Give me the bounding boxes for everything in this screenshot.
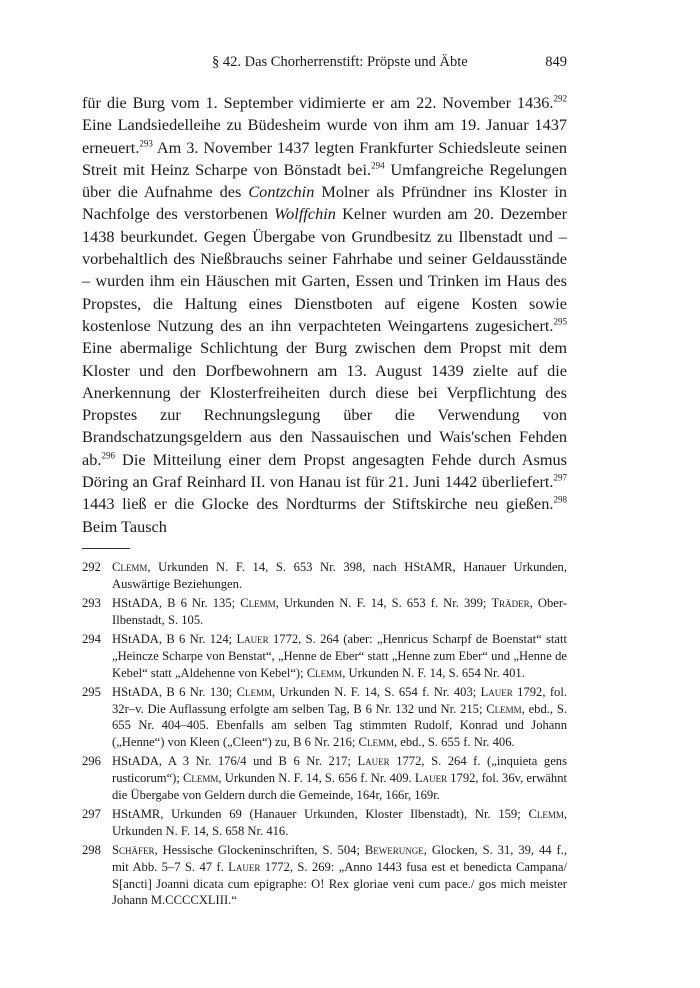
page-number: 849 [545, 54, 567, 70]
footnote-ref[interactable]: 292 [553, 93, 567, 104]
footnote-ref[interactable]: 296 [101, 450, 115, 461]
body-segment: für die Burg vom 1. September vidimierte er am 22. November 1436. [82, 93, 554, 112]
header-title: § 42. Das Chorherrenstift: Pröpste und Äbte [212, 54, 468, 70]
footnotes [82, 559, 567, 909]
footnote-ref[interactable]: 297 [553, 472, 567, 483]
body-text [82, 92, 567, 538]
body-segment: Umfangreiche Regelungen über die Aufnahme des [82, 159, 567, 202]
footnote-text: HStADA, B 6 Nr. 135; Clemm, Urkunden N. F. 14, S. 653 f. Nr. 399; Träder, Ober-Ilbenstadt, S. 105. [112, 596, 567, 627]
footnote-293 [82, 595, 567, 628]
footnote-number: 294 [82, 632, 101, 647]
footnote-text: Clemm, Urkunden N. F. 14, S. 653 Nr. 398, nach HStAMR, Hanauer Urkunden, Auswärtige Beziehungen. [112, 559, 567, 591]
footnote-number: 292 [82, 559, 101, 574]
document-page [82, 54, 567, 912]
footnote-text: Schäfer, Hessische Glockeninschriften, S. 504; Bewerunge, Glocken, S. 31, 39, 44 f., mit Abb. 5–7 S. 47 f. Lauer 1772, S. 269: „Anno 1443 fusa est et benedicta Campana/ S[ancti] Joanni dicata cum epigraphe: O! Rex gloriae veni cum pace./ gos mich meister Johann M.CCCCXLIII.“ [112, 843, 568, 908]
footnote-295 [82, 684, 567, 750]
running-header [82, 54, 567, 78]
footnote-number: 297 [82, 807, 101, 822]
footnote-number: 293 [82, 596, 101, 611]
footnote-number: 295 [82, 685, 101, 700]
footnote-text: HStAMR, Urkunden 69 (Hanauer Urkunden, Kloster Ilbenstadt), Nr. 159; Clemm, Urkunden N. F. 14, S. 658 Nr. 416. [112, 807, 567, 838]
footnote-ref[interactable]: 298 [553, 494, 567, 505]
body-segment: Die Mitteilung einer dem Propst angesagten Fehde durch Asmus Döring an Graf Reinhard II. von Hanau ist für 21. Juni 1442 überliefert. [82, 449, 567, 492]
italic-name: Wolffchin [274, 204, 336, 224]
footnote-294 [82, 631, 567, 681]
footnote-297 [82, 806, 567, 839]
footnote-292 [82, 559, 567, 592]
body-segment: Kelner wurden am 20. Dezember 1438 beurkundet. Gegen Übergabe von Grundbesitz zu Ilbenstadt und – vorbehaltlich des Nießbrauchs seiner Fahrhabe und seiner Geldausstände – wurden ihm ein Häuschen mit Garten, Essen und Trinken im Haus des Propstes, die Haltung eines Dienstboten auf eigene Kosten sowie kostenlose Nutzung des an ihn verpachteten Weingartens zugesichert. [82, 204, 567, 335]
footnote-296 [82, 753, 567, 803]
italic-name: Contzchin [248, 182, 315, 202]
footnote-ref[interactable]: 295 [553, 316, 567, 327]
body-segment: 1443 ließ er die Glocke des Nordturms der Stiftskirche neu gießen. [82, 494, 554, 514]
body-segment: Beim Tausch [82, 516, 167, 536]
body-segment: Am 3. November 1437 legten Frankfurter Schiedsleute seinen Streit mit Heinz Scharpe von Bönstadt bei. [82, 137, 567, 179]
footnote-divider [82, 548, 130, 549]
footnote-298 [82, 842, 567, 908]
footnote-ref[interactable]: 294 [371, 160, 385, 171]
body-segment: Molner als Pfründner ins Kloster in Nachfolge des verstorbenen [82, 182, 568, 224]
footnote-number: 298 [82, 843, 101, 858]
body-segment: Eine Landsiedelleihe zu Büdesheim wurde von ihm am 19. Januar 1437 erneuert. [82, 115, 567, 157]
footnote-number: 296 [82, 754, 101, 769]
footnote-text: HStADA, B 6 Nr. 130; Clemm, Urkunden N. F. 14, S. 654 f. Nr. 403; Lauer 1792, fol. 32r–v. Die Auflassung erfolgte am selben Tag, B 6 Nr. 132 und Nr. 215; Clemm, ebd., S. 655 Nr. 404–405. Ebenfalls am selben Tag stimmten Rudolf, Konrad und Johann („Henne“) von Kleen („Cleen“) zu, B 6 Nr. 216; Clemm, ebd., S. 655 f. Nr. 406. [112, 685, 567, 749]
body-segment: Eine abermalige Schlichtung der Burg zwischen dem Propst mit dem Kloster und den Dorfbewohnern am 13. August 1439 zielte auf die Anerkennung der Klosterfreiheiten durch diese bei Verpflichtung des Propstes zur Rechnungslegung über die Verwendung von Brandschatzungsgeldern aus den Nassauischen und Wais'schen Fehden ab. [82, 338, 567, 469]
footnote-text: HStADA, A 3 Nr. 176/4 und B 6 Nr. 217; Lauer 1772, S. 264 f. („inquieta gens rusticorum“); Clemm, Urkunden N. F. 14, S. 656 f. Nr. 409. Lauer 1792, fol. 36v, erwähnt die Übergabe von Geldern durch die Gemeinde, 164r, 166r, 169r. [112, 754, 567, 802]
footnote-text: HStADA, B 6 Nr. 124; Lauer 1772, S. 264 (aber: „Henricus Scharpf de Boenstat“ statt „Heincze Scharpe von Benstat“, „Henne de Eber“ statt „Henne zum Eber“ und „Henne de Kebel“ statt „Aldehenne von Kebel“); Clemm, Urkunden N. F. 14, S. 654 Nr. 401. [112, 632, 567, 680]
footnote-ref[interactable]: 293 [139, 138, 153, 149]
